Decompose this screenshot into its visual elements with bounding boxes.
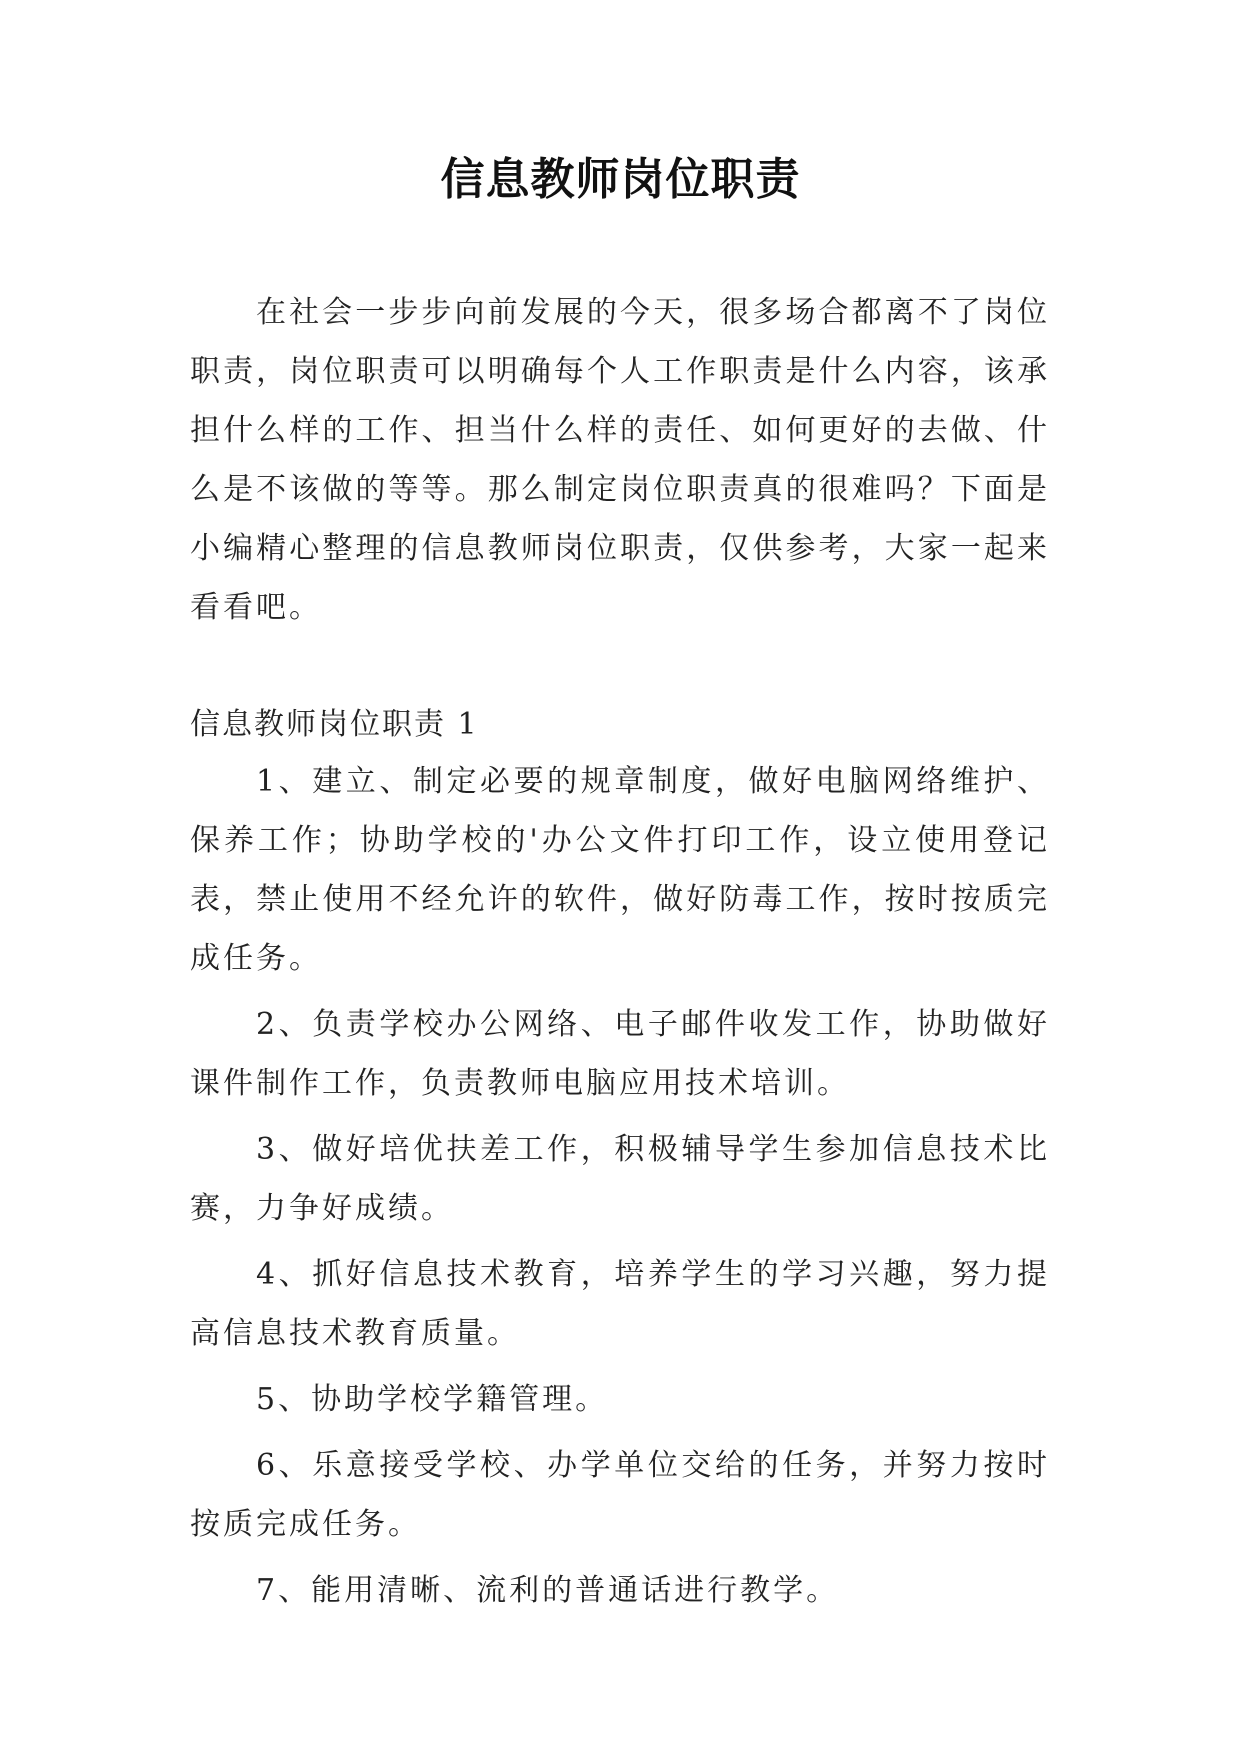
duty-item: 4、抓好信息技术教育，培养学生的学习兴趣，努力提高信息技术教育质量。 — [190, 1257, 1050, 1351]
duty-item: 7、能用清晰、流利的普通话进行教学。 — [256, 1573, 840, 1608]
section-heading: 信息教师岗位职责 1 — [190, 707, 479, 742]
duty-list — [190, 752, 1050, 1627]
duty-item: 2、负责学校办公网络、电子邮件收发工作，协助做好课件制作工作，负责教师电脑应用技术培训。 — [190, 1007, 1050, 1101]
duty-item: 5、协助学校学籍管理。 — [256, 1382, 609, 1417]
duty-item: 6、乐意接受学校、办学单位交给的任务，并努力按时按质完成任务。 — [190, 1448, 1050, 1542]
duty-item: 3、做好培优扶差工作，积极辅导学生参加信息技术比赛，力争好成绩。 — [190, 1132, 1050, 1226]
intro-paragraph: 在社会一步步向前发展的今天，很多场合都离不了岗位职责，岗位职责可以明确每个人工作职责是什么内容，该承担什么样的工作、担当什么样的责任、如何更好的去做、什么是不该做的等等。那么制定岗位职责真的很难吗？下面是小编精心整理的信息教师岗位职责，仅供参考，大家一起来看看吧。 — [190, 295, 1050, 625]
document-title: 信息教师岗位职责 — [440, 154, 801, 205]
duty-item: 1、建立、制定必要的规章制度，做好电脑网络维护、保养工作；协助学校的'办公文件打印工作，设立使用登记表，禁止使用不经允许的软件，做好防毒工作，按时按质完成任务。 — [190, 764, 1050, 976]
